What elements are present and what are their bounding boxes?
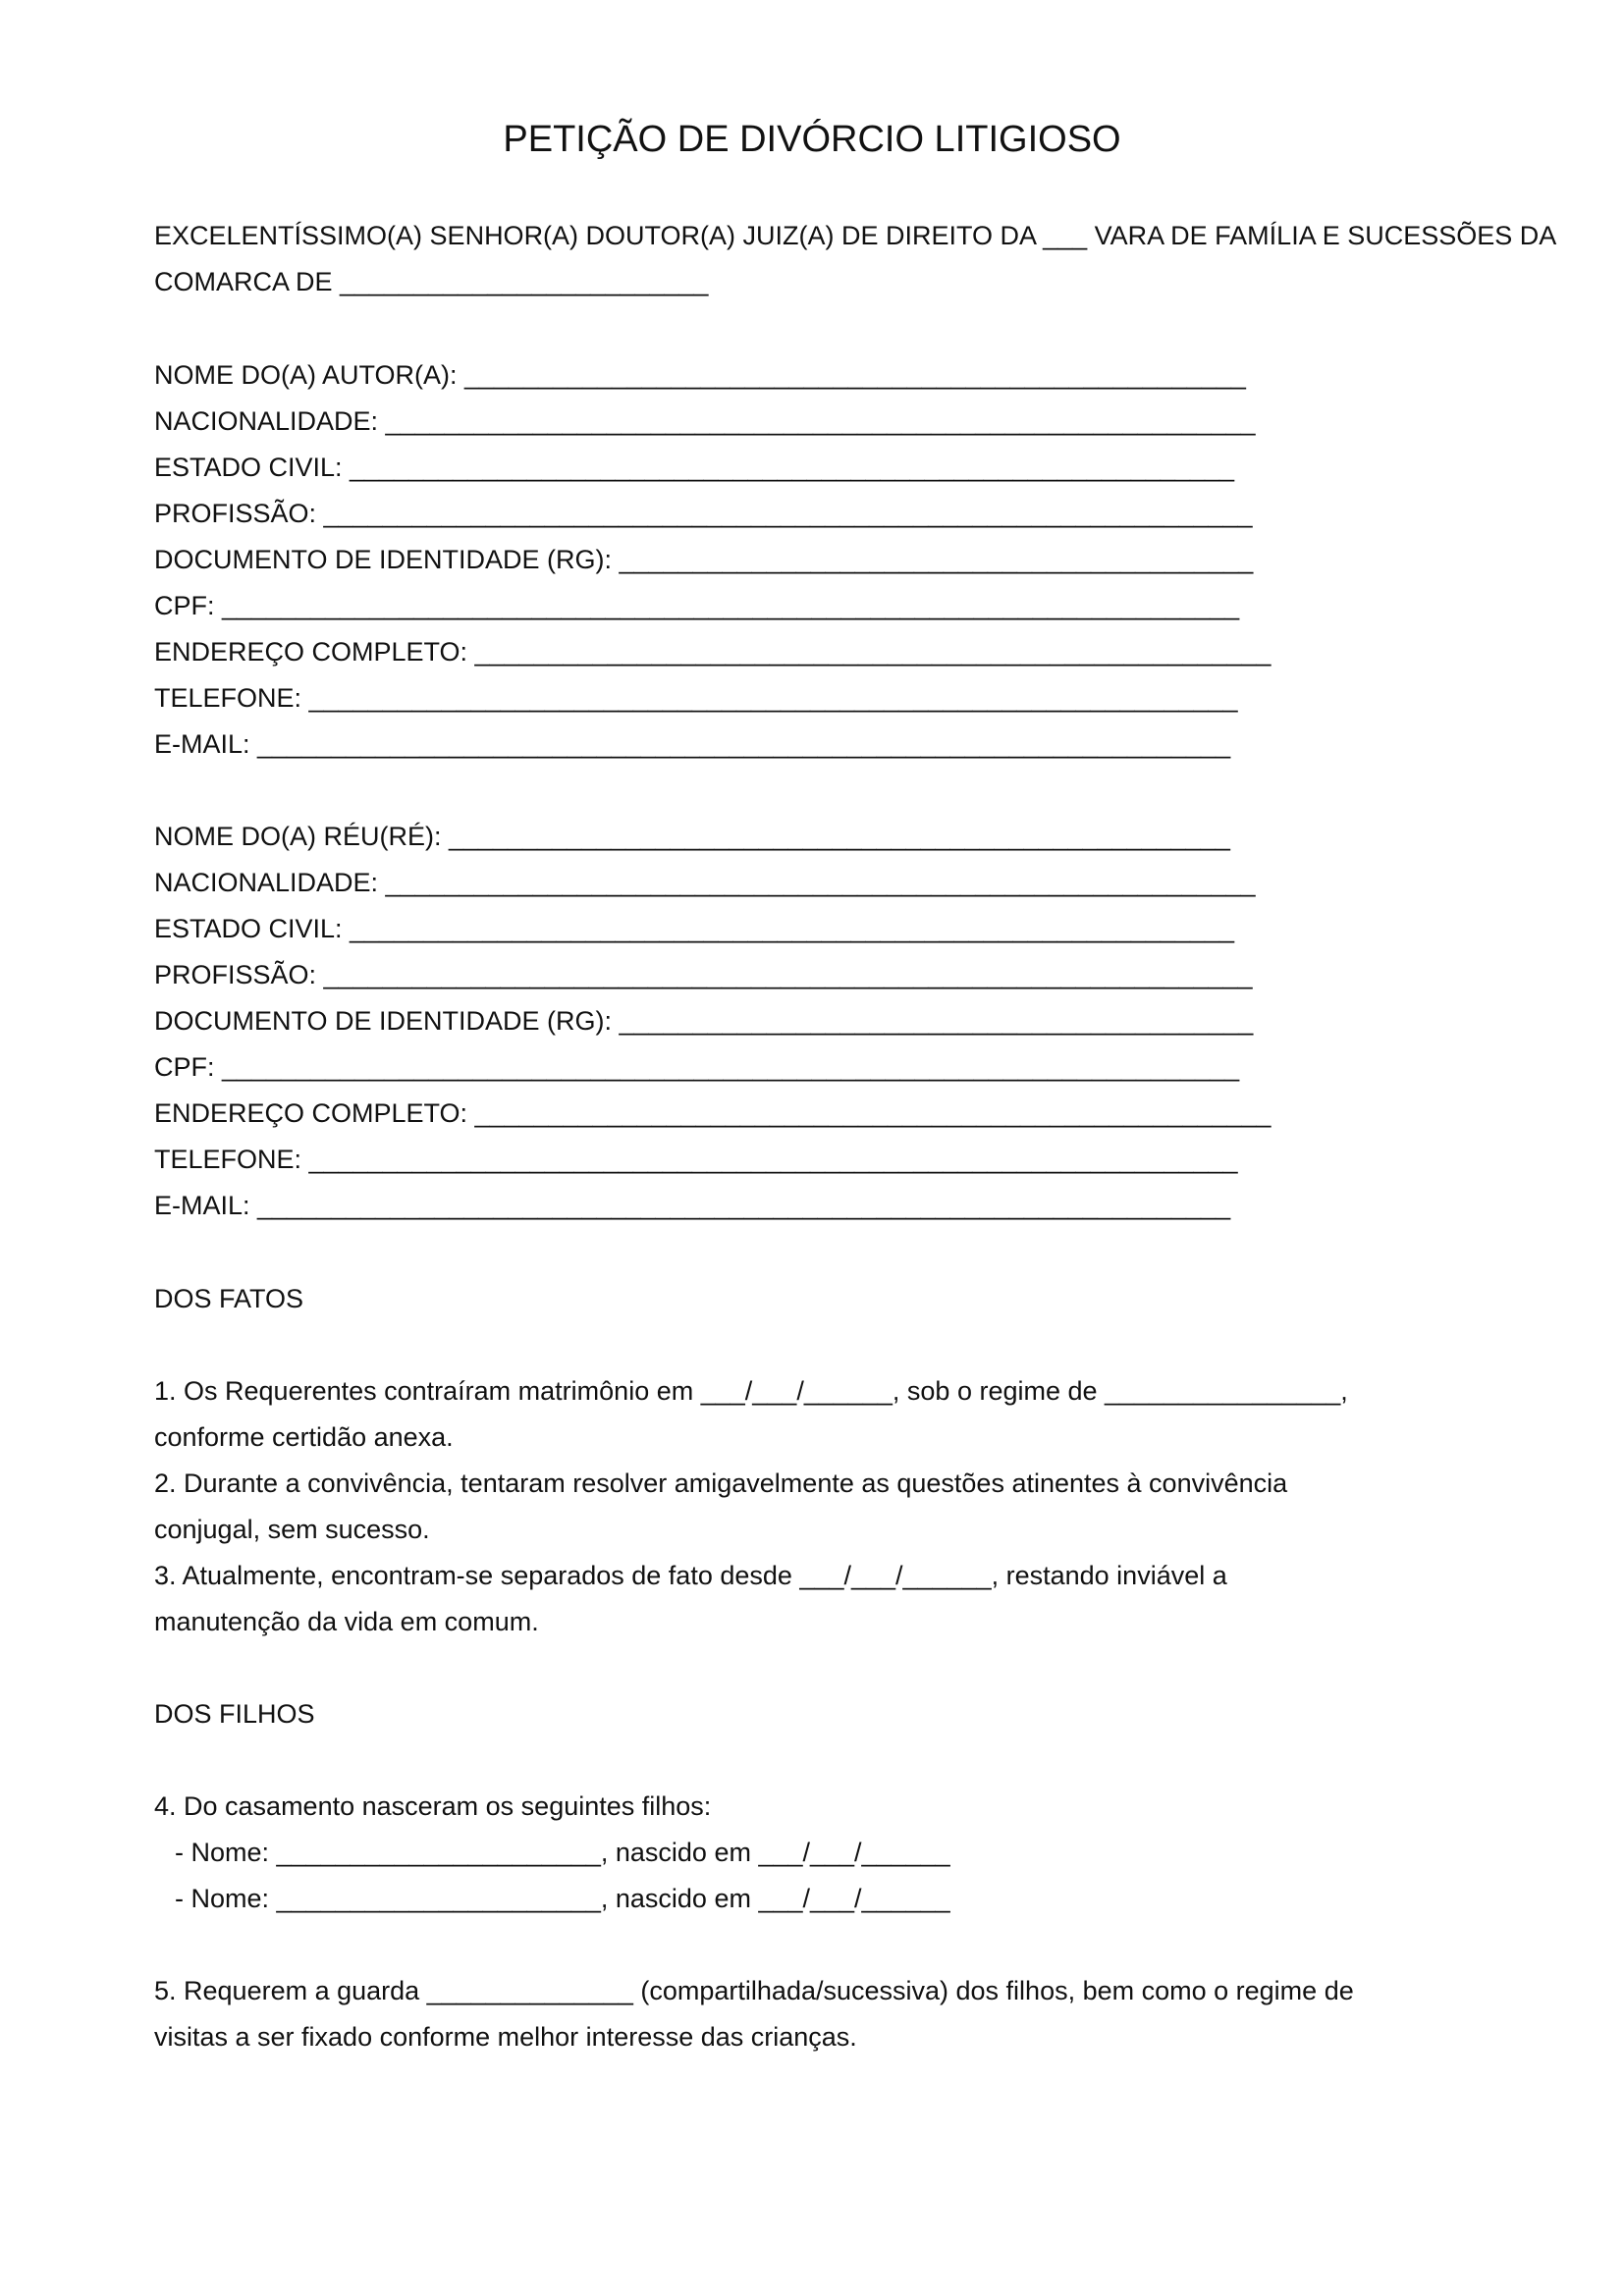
autor-cpf-field: CPF: _____________________________________________________________________ [154, 591, 1240, 620]
filhos-item-5-line-1: 5. Requerem a guarda ______________ (compartilhada/sucessiva) dos filhos, bem como o regime de [154, 1976, 1354, 2005]
autor-endereco-field: ENDEREÇO COMPLETO: ______________________________________________________ [154, 637, 1272, 667]
autor-email-field: E-MAIL: __________________________________________________________________ [154, 729, 1231, 759]
addressee-line-2: COMARCA DE _________________________ [154, 267, 709, 296]
document-title: PETIÇÃO DE DIVÓRCIO LITIGIOSO [503, 119, 1121, 160]
autor-estado-civil-field: ESTADO CIVIL: ____________________________________________________________ [154, 453, 1235, 482]
autor-telefone-field: TELEFONE: _______________________________________________________________ [154, 683, 1238, 713]
section-heading-filhos: DOS FILHOS [154, 1699, 315, 1729]
child-2-field: - Nome: ______________________, nascido em ___/___/______ [175, 1884, 950, 1913]
section-heading-fatos: DOS FATOS [154, 1284, 304, 1313]
child-1-field: - Nome: ______________________, nascido em ___/___/______ [175, 1838, 950, 1867]
fato-item-1-line-1: 1. Os Requerentes contraíram matrimônio em ___/___/______, sob o regime de ________________, [154, 1376, 1348, 1406]
fato-item-3-line-2: manutenção da vida em comum. [154, 1607, 539, 1636]
filhos-item-4: 4. Do casamento nasceram os seguintes filhos: [154, 1791, 712, 1821]
reu-email-field: E-MAIL: __________________________________________________________________ [154, 1191, 1231, 1220]
fato-item-3-line-1: 3. Atualmente, encontram-se separados de fato desde ___/___/______, restando inviável a [154, 1561, 1227, 1590]
autor-rg-field: DOCUMENTO DE IDENTIDADE (RG): ___________________________________________ [154, 545, 1254, 574]
addressee-line-1: EXCELENTÍSSIMO(A) SENHOR(A) DOUTOR(A) JUIZ(A) DE DIREITO DA ___ VARA DE FAMÍLIA E SUCESSÕES DA [154, 221, 1557, 250]
autor-nacionalidade-field: NACIONALIDADE: ___________________________________________________________ [154, 406, 1256, 436]
reu-nacionalidade-field: NACIONALIDADE: ___________________________________________________________ [154, 868, 1256, 897]
reu-nome-field: NOME DO(A) RÉU(RÉ): _____________________________________________________ [154, 822, 1230, 851]
reu-endereco-field: ENDEREÇO COMPLETO: ______________________________________________________ [154, 1098, 1272, 1128]
reu-estado-civil-field: ESTADO CIVIL: ____________________________________________________________ [154, 914, 1235, 943]
autor-profissao-field: PROFISSÃO: _______________________________________________________________ [154, 499, 1253, 528]
reu-telefone-field: TELEFONE: _______________________________________________________________ [154, 1145, 1238, 1174]
fato-item-2-line-1: 2. Durante a convivência, tentaram resolver amigavelmente as questões atinentes à convivência [154, 1468, 1288, 1498]
fato-item-2-line-2: conjugal, sem sucesso. [154, 1515, 430, 1544]
autor-nome-field: NOME DO(A) AUTOR(A): _____________________________________________________ [154, 360, 1246, 390]
reu-rg-field: DOCUMENTO DE IDENTIDADE (RG): ___________________________________________ [154, 1006, 1254, 1036]
reu-profissao-field: PROFISSÃO: _______________________________________________________________ [154, 960, 1253, 989]
fato-item-1-line-2: conforme certidão anexa. [154, 1422, 454, 1452]
filhos-item-5-line-2: visitas a ser fixado conforme melhor interesse das crianças. [154, 2022, 857, 2052]
reu-cpf-field: CPF: _____________________________________________________________________ [154, 1052, 1240, 1082]
